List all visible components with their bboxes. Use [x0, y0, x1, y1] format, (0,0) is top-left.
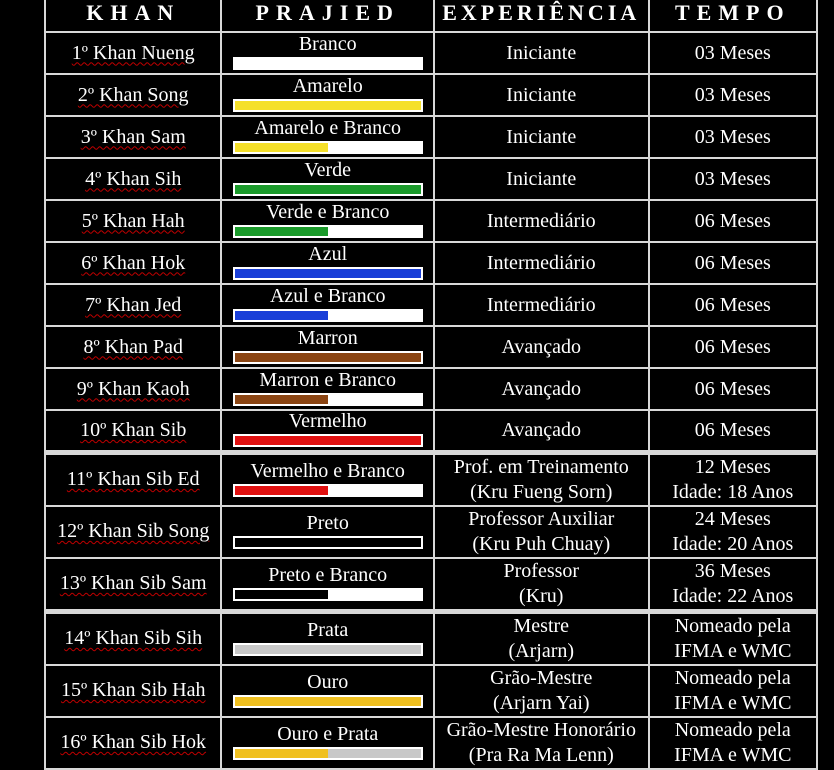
experiencia-cell	[434, 506, 649, 558]
belt-swatch	[233, 351, 423, 364]
belt-name: Vermelho	[288, 410, 367, 433]
khan-label: 9º Khan Kaoh	[76, 377, 190, 400]
table-row	[45, 506, 817, 558]
experiencia-line: (Kru)	[519, 584, 564, 607]
belt-swatch	[233, 434, 423, 447]
belt-swatch	[233, 225, 423, 238]
khan-cell	[45, 158, 221, 200]
belt-half-right	[328, 486, 421, 495]
khan-label: 1º Khan Nueng	[71, 41, 195, 64]
belt-swatch	[233, 695, 423, 708]
table-row	[45, 717, 817, 769]
belt-name: Preto e Branco	[268, 563, 388, 586]
experiencia-line: Iniciante	[506, 125, 577, 148]
experiencia-line: Iniciante	[506, 83, 577, 106]
belt-swatch	[233, 484, 423, 497]
experiencia-cell	[434, 242, 649, 284]
tempo-line: 06 Meses	[694, 377, 771, 400]
table-row	[45, 242, 817, 284]
belt-half-right	[328, 697, 421, 706]
belt-half-left	[235, 353, 328, 362]
khan-label: 10º Khan Sib	[80, 418, 187, 441]
belt-half-right	[328, 59, 421, 68]
belt-name: Prata	[307, 618, 349, 641]
belt-swatch	[233, 57, 423, 70]
experiencia-line: Grão-Mestre	[490, 666, 593, 689]
experiencia-line: Avançado	[501, 377, 582, 400]
tempo-cell	[649, 284, 817, 326]
tempo-cell	[649, 558, 817, 612]
experiencia-line: Mestre	[513, 614, 570, 637]
tempo-line: 12 Meses	[694, 455, 771, 478]
tempo-line: 03 Meses	[694, 83, 771, 106]
khan-cell	[45, 74, 221, 116]
belt-half-left	[235, 101, 328, 110]
tempo-line: Idade: 20 Anos	[672, 532, 794, 555]
belt-half-left	[235, 590, 328, 599]
experiencia-line: Intermediário	[486, 293, 596, 316]
belt-swatch	[233, 141, 423, 154]
tempo-cell	[649, 452, 817, 506]
experiencia-cell	[434, 717, 649, 769]
khan-label: 3º Khan Sam	[80, 125, 186, 148]
experiencia-line: Intermediário	[486, 251, 596, 274]
khan-cell	[45, 452, 221, 506]
tempo-cell	[649, 74, 817, 116]
belt-half-right	[328, 538, 421, 547]
belt-half-left	[235, 311, 328, 320]
khan-cell	[45, 32, 221, 74]
belt-half-left	[235, 227, 328, 236]
belt-half-right	[328, 353, 421, 362]
tempo-cell	[649, 717, 817, 769]
tempo-line: Nomeado pela	[674, 614, 791, 637]
belt-half-left	[235, 436, 328, 445]
belt-half-right	[328, 749, 421, 758]
tempo-line: 06 Meses	[694, 335, 771, 358]
belt-name: Marron e Branco	[259, 369, 397, 391]
prajied-cell	[221, 665, 434, 717]
experiencia-line: Professor	[503, 559, 580, 582]
khan-label: 6º Khan Hok	[81, 251, 186, 274]
tempo-cell	[649, 326, 817, 368]
experiencia-line: (Kru Puh Chuay)	[472, 532, 611, 555]
belt-swatch	[233, 183, 423, 196]
tempo-cell	[649, 32, 817, 74]
tempo-cell	[649, 665, 817, 717]
table-row	[45, 116, 817, 158]
tempo-line: IFMA e WMC	[674, 743, 792, 766]
table-row	[45, 32, 817, 74]
belt-half-right	[328, 101, 421, 110]
belt-half-right	[328, 143, 421, 152]
experiencia-line: (Arjarn Yai)	[492, 691, 590, 714]
experiencia-cell	[434, 452, 649, 506]
experiencia-cell	[434, 611, 649, 665]
prajied-cell	[221, 242, 434, 284]
khan-cell	[45, 284, 221, 326]
tempo-cell	[649, 116, 817, 158]
khan-label: 16º Khan Sib Hok	[60, 731, 207, 753]
experiencia-cell	[434, 116, 649, 158]
table-row	[45, 452, 817, 506]
belt-half-right	[328, 645, 421, 654]
experiencia-line: (Kru Fueng Sorn)	[470, 480, 613, 503]
table-row	[45, 558, 817, 612]
khan-cell	[45, 200, 221, 242]
prajied-cell	[221, 452, 434, 506]
table-row	[45, 326, 817, 368]
khan-cell	[45, 611, 221, 665]
khan-cell	[45, 116, 221, 158]
tempo-cell	[649, 158, 817, 200]
belt-swatch	[233, 643, 423, 656]
belt-name: Branco	[298, 33, 357, 55]
khan-cell	[45, 242, 221, 284]
table-row	[45, 410, 817, 452]
prajied-cell	[221, 506, 434, 558]
prajied-cell	[221, 200, 434, 242]
belt-half-left	[235, 185, 328, 194]
tempo-line: 06 Meses	[694, 418, 771, 441]
experiencia-line: Iniciante	[506, 41, 577, 64]
prajied-cell	[221, 284, 434, 326]
khan-cell	[45, 326, 221, 368]
tempo-cell	[649, 410, 817, 452]
belt-half-left	[235, 486, 328, 495]
khan-cell	[45, 717, 221, 769]
belt-name: Ouro	[307, 670, 349, 693]
khan-label: 12º Khan Sib Song	[57, 520, 210, 542]
experiencia-line: Intermediário	[486, 209, 596, 232]
khan-label: 11º Khan Sib Ed	[66, 468, 200, 490]
prajied-cell	[221, 74, 434, 116]
belt-half-left	[235, 697, 328, 706]
experiencia-line: Iniciante	[506, 167, 577, 190]
khan-label: 7º Khan Jed	[85, 293, 182, 316]
header-khan: KHAN	[45, 0, 221, 32]
experiencia-line: (Arjarn)	[508, 639, 575, 662]
tempo-line: 36 Meses	[694, 559, 771, 582]
belt-name: Preto	[306, 511, 349, 534]
header-tempo: TEMPO	[649, 0, 817, 32]
table-row	[45, 74, 817, 116]
tempo-cell	[649, 368, 817, 410]
belt-name: Azul	[308, 243, 348, 265]
prajied-cell	[221, 116, 434, 158]
belt-half-right	[328, 436, 421, 445]
prajied-cell	[221, 611, 434, 665]
belt-half-left	[235, 645, 328, 654]
experiencia-line: (Pra Ra Ma Lenn)	[468, 743, 614, 766]
belt-half-left	[235, 269, 328, 278]
table-row	[45, 368, 817, 410]
experiencia-line: Avançado	[501, 335, 582, 358]
experiencia-line: Professor Auxiliar	[468, 507, 615, 530]
khan-cell	[45, 506, 221, 558]
belt-half-right	[328, 311, 421, 320]
table-row	[45, 200, 817, 242]
belt-name: Vermelho e Branco	[250, 459, 405, 482]
khan-label: 8º Khan Pad	[83, 335, 183, 358]
khan-label: 4º Khan Sih	[85, 167, 182, 190]
tempo-line: Nomeado pela	[674, 718, 791, 741]
table-row	[45, 611, 817, 665]
experiencia-cell	[434, 326, 649, 368]
belt-name: Verde	[304, 159, 352, 181]
belt-name: Marron	[297, 327, 358, 349]
experiencia-line: Grão-Mestre Honorário	[446, 718, 636, 741]
header-prajied: PRAJIED	[221, 0, 434, 32]
khan-label: 14º Khan Sib Sih	[64, 627, 203, 649]
khan-label: 15º Khan Sib Hah	[60, 679, 206, 701]
khan-label: 13º Khan Sib Sam	[59, 572, 207, 594]
header-experiencia: EXPERIÊNCIA	[434, 0, 649, 32]
experiencia-cell	[434, 410, 649, 452]
belt-swatch	[233, 393, 423, 406]
belt-name: Amarelo e Branco	[254, 117, 402, 139]
experiencia-cell	[434, 284, 649, 326]
belt-half-left	[235, 749, 328, 758]
experiencia-cell	[434, 158, 649, 200]
khan-cell	[45, 368, 221, 410]
khan-rank-table	[44, 0, 818, 770]
khan-cell	[45, 558, 221, 612]
table-row	[45, 284, 817, 326]
tempo-line: 24 Meses	[694, 507, 771, 530]
khan-label: 5º Khan Hah	[81, 209, 185, 232]
tempo-line: 03 Meses	[694, 41, 771, 64]
tempo-line: Idade: 18 Anos	[672, 480, 794, 503]
belt-half-left	[235, 395, 328, 404]
experiencia-cell	[434, 368, 649, 410]
belt-half-left	[235, 538, 328, 547]
prajied-cell	[221, 368, 434, 410]
belt-swatch	[233, 99, 423, 112]
khan-cell	[45, 665, 221, 717]
belt-name: Ouro e Prata	[277, 722, 379, 745]
tempo-cell	[649, 200, 817, 242]
experiencia-cell	[434, 74, 649, 116]
experiencia-line: Avançado	[501, 418, 582, 441]
prajied-cell	[221, 558, 434, 612]
experiencia-cell	[434, 558, 649, 612]
belt-name: Verde e Branco	[266, 201, 390, 223]
tempo-line: 06 Meses	[694, 293, 771, 316]
tempo-cell	[649, 506, 817, 558]
belt-half-right	[328, 395, 421, 404]
tempo-cell	[649, 242, 817, 284]
belt-swatch	[233, 267, 423, 280]
table-row	[45, 665, 817, 717]
belt-half-right	[328, 590, 421, 599]
belt-swatch	[233, 747, 423, 760]
table-row	[45, 158, 817, 200]
experiencia-cell	[434, 200, 649, 242]
tempo-line: 06 Meses	[694, 251, 771, 274]
belt-half-right	[328, 227, 421, 236]
prajied-cell	[221, 326, 434, 368]
tempo-line: Idade: 22 Anos	[672, 584, 794, 607]
belt-swatch	[233, 588, 423, 601]
tempo-line: IFMA e WMC	[674, 639, 792, 662]
tempo-line: 06 Meses	[694, 209, 771, 232]
tempo-cell	[649, 611, 817, 665]
tempo-line: Nomeado pela	[674, 666, 791, 689]
prajied-cell	[221, 32, 434, 74]
belt-name: Amarelo	[292, 75, 363, 97]
experiencia-line: Prof. em Treinamento	[453, 455, 629, 478]
khan-label: 2º Khan Song	[77, 83, 189, 106]
belt-swatch	[233, 309, 423, 322]
belt-name: Azul e Branco	[269, 285, 386, 307]
belt-half-left	[235, 143, 328, 152]
tempo-line: 03 Meses	[694, 125, 771, 148]
tempo-line: 03 Meses	[694, 167, 771, 190]
experiencia-cell	[434, 32, 649, 74]
tempo-line: IFMA e WMC	[674, 691, 792, 714]
experiencia-cell	[434, 665, 649, 717]
belt-half-right	[328, 269, 421, 278]
header-row	[45, 0, 817, 32]
belt-half-left	[235, 59, 328, 68]
belt-swatch	[233, 536, 423, 549]
prajied-cell	[221, 717, 434, 769]
prajied-cell	[221, 410, 434, 452]
prajied-cell	[221, 158, 434, 200]
belt-half-right	[328, 185, 421, 194]
khan-cell	[45, 410, 221, 452]
